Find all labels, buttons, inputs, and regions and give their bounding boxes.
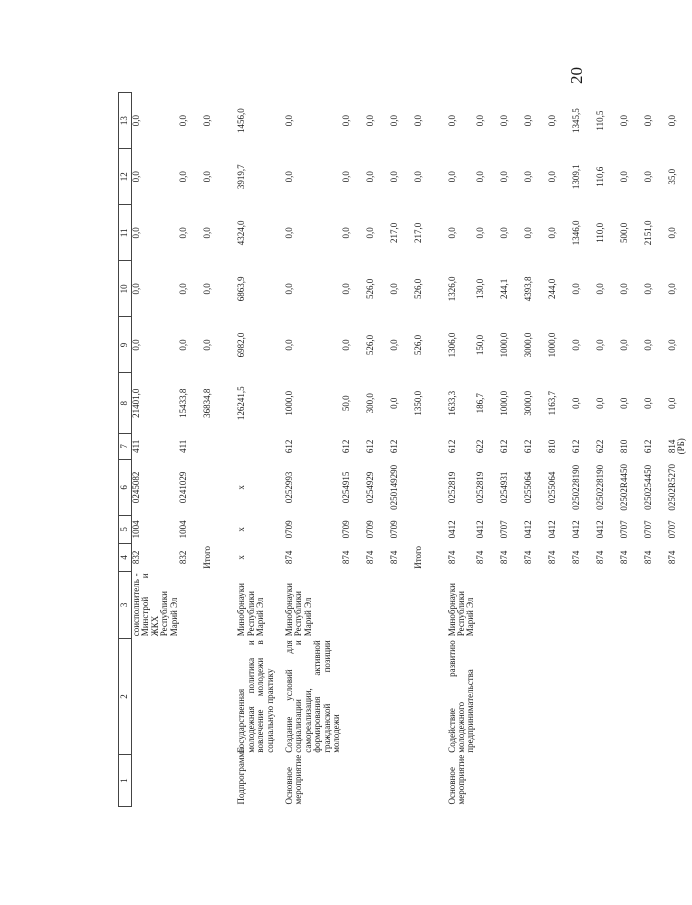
cell-col-13: 0,0 bbox=[283, 114, 294, 127]
cell-col-6: 0250228190 bbox=[594, 464, 605, 510]
cell-col-9: 0,0 bbox=[666, 339, 677, 351]
cell-col-1 bbox=[203, 755, 227, 807]
cell-col-8: 1000,0 bbox=[498, 390, 509, 416]
cell-col-6: 0252819 bbox=[446, 471, 457, 504]
cell-col-2 bbox=[476, 638, 500, 754]
cell-col-8: 1350,0 bbox=[412, 390, 423, 416]
table-row bbox=[414, 93, 438, 807]
cell-col-11: 0,0 bbox=[340, 227, 351, 239]
cell-col-1: Подпрограмма bbox=[236, 747, 247, 805]
cell-col-13: 110,5 bbox=[594, 110, 605, 131]
cell-col-5: х bbox=[236, 527, 247, 532]
cell-col-3 bbox=[668, 571, 692, 638]
cell-col-7: 612 bbox=[642, 439, 653, 454]
cell-col-1 bbox=[414, 755, 438, 807]
column-header-4: 4 bbox=[119, 543, 132, 571]
cell-col-5: 0412 bbox=[474, 520, 485, 539]
cell-col-9: 0,0 bbox=[570, 339, 581, 351]
cell-col-8: 21401,0 bbox=[131, 388, 141, 418]
cell-col-3 bbox=[644, 571, 668, 638]
cell-col-7: 411 bbox=[178, 439, 189, 453]
column-header-12: 12 bbox=[119, 149, 132, 205]
cell-col-4: 874 bbox=[498, 550, 509, 565]
cell-col-1: Основное мероприятие bbox=[283, 754, 304, 805]
cell-col-8: 0,0 bbox=[642, 397, 653, 409]
cell-col-1 bbox=[620, 755, 644, 807]
cell-col-7: 622 bbox=[474, 439, 485, 454]
cell-col-13: 1345,5 bbox=[570, 108, 581, 133]
cell-col-8: 1633,3 bbox=[446, 390, 457, 416]
cell-col-12: 0,0 bbox=[618, 171, 629, 183]
cell-col-2 bbox=[179, 638, 203, 754]
cell-col-4: х bbox=[236, 555, 247, 560]
cell-col-4: Итого bbox=[202, 546, 213, 569]
cell-col-11: 0,0 bbox=[474, 227, 485, 239]
cell-col-9: 150,0 bbox=[474, 334, 485, 356]
cell-col-3 bbox=[342, 571, 366, 638]
table-row bbox=[500, 93, 524, 807]
cell-col-7: 612 bbox=[446, 439, 457, 454]
cell-col-2 bbox=[644, 638, 668, 754]
cell-col-2 bbox=[572, 638, 596, 754]
cell-col-7: 411 bbox=[131, 439, 141, 453]
table-header bbox=[119, 93, 132, 807]
cell-col-2 bbox=[548, 638, 572, 754]
cell-col-5: 1004 bbox=[131, 520, 141, 539]
cell-col-1 bbox=[342, 755, 366, 807]
cell-col-7: 612 bbox=[388, 439, 399, 454]
cell-col-8: 36834,8 bbox=[202, 388, 213, 418]
column-header-7: 7 bbox=[119, 433, 132, 459]
cell-col-2 bbox=[203, 638, 227, 754]
cell-col-2: Содействие развитию молодежного предпринимательства bbox=[446, 640, 476, 753]
cell-col-5: 0707 bbox=[642, 520, 653, 539]
cell-col-10: 0,0 bbox=[131, 283, 141, 295]
cell-col-3: Минобрнауки Республики Марий Эл bbox=[283, 583, 313, 637]
cell-col-11: 0,0 bbox=[364, 227, 375, 239]
cell-col-7 bbox=[203, 433, 227, 459]
table-row bbox=[132, 93, 180, 807]
cell-col-13: 0,0 bbox=[618, 114, 629, 127]
cell-col-6: 0252819 bbox=[474, 471, 485, 504]
cell-col-1 bbox=[572, 755, 596, 807]
cell-col-12: 0,0 bbox=[412, 171, 423, 183]
cell-col-3 bbox=[203, 571, 227, 638]
cell-col-10: 526,0 bbox=[364, 278, 375, 300]
cell-col-6 bbox=[203, 459, 227, 515]
cell-col-10: 244,0 bbox=[546, 278, 557, 300]
table-row bbox=[179, 93, 203, 807]
cell-col-6: 0254931 bbox=[498, 471, 509, 504]
cell-col-4: 874 bbox=[666, 550, 677, 565]
table-row bbox=[668, 93, 692, 807]
cell-col-11: 0,0 bbox=[283, 227, 294, 239]
cell-col-9: 0,0 bbox=[131, 339, 141, 351]
cell-col-9: 0,0 bbox=[618, 339, 629, 351]
cell-col-4: 874 bbox=[446, 550, 457, 565]
cell-col-1 bbox=[179, 755, 203, 807]
cell-col-13: 0,0 bbox=[522, 114, 533, 127]
cell-col-2 bbox=[524, 638, 548, 754]
cell-col-10: 0,0 bbox=[388, 283, 399, 295]
cell-col-9: 1306,0 bbox=[446, 332, 457, 358]
cell-col-5: 0412 bbox=[570, 520, 581, 539]
cell-col-5: 0412 bbox=[594, 520, 605, 539]
cell-col-3: Минобрнауки Республики Марий Эл bbox=[446, 583, 476, 637]
cell-col-8: 0,0 bbox=[618, 397, 629, 409]
cell-col-6: 0255064 bbox=[522, 471, 533, 504]
cell-col-10: 0,0 bbox=[340, 283, 351, 295]
cell-col-11: 0,0 bbox=[202, 227, 213, 239]
cell-col-9: 0,0 bbox=[594, 339, 605, 351]
column-header-2: 2 bbox=[119, 638, 132, 754]
table-row bbox=[476, 93, 500, 807]
page-number: 20 bbox=[567, 67, 586, 84]
cell-col-10: 0,0 bbox=[666, 283, 677, 295]
cell-col-7: 810 bbox=[546, 439, 557, 454]
cell-col-6: 0255064 bbox=[546, 471, 557, 504]
table-row bbox=[237, 93, 275, 807]
table-row bbox=[572, 93, 596, 807]
table-row bbox=[203, 93, 227, 807]
cell-col-5: 0707 bbox=[498, 520, 509, 539]
cell-col-5: 0707 bbox=[618, 520, 629, 539]
cell-col-13: 0,0 bbox=[546, 114, 557, 127]
cell-col-2 bbox=[620, 638, 644, 754]
cell-col-7 bbox=[237, 433, 275, 459]
cell-col-6: 0250254450 bbox=[642, 464, 653, 510]
cell-col-3: Минобрнауки Республики Марий Эл bbox=[236, 583, 266, 637]
cell-col-13: 0,0 bbox=[178, 114, 189, 127]
cell-col-12: 0,0 bbox=[202, 171, 213, 183]
cell-col-2 bbox=[668, 638, 692, 754]
cell-col-12: 0,0 bbox=[446, 171, 457, 183]
cell-col-1 bbox=[500, 755, 524, 807]
cell-col-10: 0,0 bbox=[594, 283, 605, 295]
cell-col-13: 0,0 bbox=[131, 114, 141, 127]
cell-col-9: 0,0 bbox=[202, 339, 213, 351]
table-row bbox=[448, 93, 476, 807]
cell-col-13: 0,0 bbox=[498, 114, 509, 127]
cell-col-2 bbox=[342, 638, 366, 754]
cell-col-11: 4324,0 bbox=[236, 220, 247, 246]
table-row bbox=[285, 93, 342, 807]
cell-col-12: 110,6 bbox=[594, 166, 605, 187]
cell-col-13: 0,0 bbox=[474, 114, 485, 127]
column-header-9: 9 bbox=[119, 317, 132, 373]
cell-col-3 bbox=[366, 571, 390, 638]
cell-col-13: 0,0 bbox=[202, 114, 213, 127]
cell-col-11: 500,0 bbox=[618, 222, 629, 243]
cell-col-12: 0,0 bbox=[283, 171, 294, 183]
budget-table bbox=[118, 92, 692, 807]
cell-col-3 bbox=[476, 571, 500, 638]
cell-col-6: 0250149290 bbox=[388, 464, 399, 510]
cell-col-2: Создание условий для социализации и самореализации, формирования активной гражданской позиции молодежи bbox=[283, 640, 342, 753]
cell-col-12: 35,0 bbox=[666, 168, 677, 185]
cell-col-4: 874 bbox=[522, 550, 533, 565]
cell-col-4: 874 bbox=[474, 550, 485, 565]
cell-col-6: 0250228190 bbox=[570, 464, 581, 510]
cell-col-13: 0,0 bbox=[446, 114, 457, 127]
cell-col-4: 874 bbox=[570, 550, 581, 565]
cell-col-10: 526,0 bbox=[412, 278, 423, 300]
cell-col-10: 0,0 bbox=[178, 283, 189, 295]
cell-col-5: 0412 bbox=[522, 520, 533, 539]
cell-col-5: 0707 bbox=[666, 520, 677, 539]
cell-col-11: 0,0 bbox=[131, 227, 141, 239]
cell-col-3 bbox=[596, 571, 620, 638]
cell-col-13: 0,0 bbox=[364, 114, 375, 127]
cell-col-8: 50,0 bbox=[340, 395, 351, 412]
cell-col-12: 0,0 bbox=[178, 171, 189, 183]
cell-col-8: 0,0 bbox=[666, 397, 677, 409]
cell-col-13: 0,0 bbox=[642, 114, 653, 127]
cell-col-1 bbox=[548, 755, 572, 807]
cell-col-11: 0,0 bbox=[546, 227, 557, 239]
cell-col-12: 0,0 bbox=[642, 171, 653, 183]
cell-col-10: 0,0 bbox=[283, 283, 294, 295]
cell-col-5 bbox=[414, 515, 438, 543]
cell-col-11: 0,0 bbox=[178, 227, 189, 239]
cell-col-4: 874 bbox=[364, 550, 375, 565]
cell-col-5: 0709 bbox=[364, 520, 375, 539]
cell-col-3 bbox=[390, 571, 414, 638]
cell-col-1 bbox=[476, 755, 500, 807]
cell-col-8: 0,0 bbox=[594, 397, 605, 409]
table-row bbox=[596, 93, 620, 807]
cell-col-9: 1000,0 bbox=[498, 332, 509, 358]
column-header-10: 10 bbox=[119, 261, 132, 317]
cell-col-4: 874 bbox=[388, 550, 399, 565]
cell-col-2: Государственная молодежная политика и вовлечение молодежи в социальную практику bbox=[236, 640, 275, 753]
cell-col-9: 0,0 bbox=[283, 339, 294, 351]
cell-col-1 bbox=[390, 755, 414, 807]
table-body bbox=[132, 93, 692, 807]
cell-col-4: 874 bbox=[642, 550, 653, 565]
cell-col-3 bbox=[179, 571, 203, 638]
cell-col-7: 612 bbox=[283, 439, 294, 454]
cell-col-11: 2151,0 bbox=[642, 220, 653, 246]
column-header-3: 3 bbox=[119, 571, 132, 638]
cell-col-8: 0,0 bbox=[388, 397, 399, 409]
cell-col-2 bbox=[414, 638, 438, 754]
cell-col-5: 0412 bbox=[446, 520, 457, 539]
cell-col-6: х bbox=[236, 485, 247, 490]
cell-col-10: 0,0 bbox=[202, 283, 213, 295]
cell-col-4: 874 bbox=[594, 550, 605, 565]
cell-col-5: 1004 bbox=[178, 520, 189, 539]
cell-col-5: 0709 bbox=[340, 520, 351, 539]
table-row bbox=[644, 93, 668, 807]
column-header-11: 11 bbox=[119, 205, 132, 261]
cell-col-7: 814 (РБ) bbox=[666, 438, 687, 455]
cell-col-2 bbox=[132, 638, 180, 754]
cell-col-12: 0,0 bbox=[340, 171, 351, 183]
cell-col-13: 0,0 bbox=[412, 114, 423, 127]
cell-col-7: 612 bbox=[522, 439, 533, 454]
cell-col-12: 0,0 bbox=[474, 171, 485, 183]
cell-col-9: 0,0 bbox=[642, 339, 653, 351]
cell-col-9: 0,0 bbox=[388, 339, 399, 351]
cell-col-13: 0,0 bbox=[340, 114, 351, 127]
cell-col-6: 0254915 bbox=[340, 471, 351, 504]
cell-col-1: Основное мероприятие bbox=[446, 754, 466, 805]
cell-col-8: 1000,0 bbox=[283, 390, 294, 416]
column-header-13: 13 bbox=[119, 93, 132, 149]
cell-col-1 bbox=[132, 755, 180, 807]
cell-col-11: 110,0 bbox=[594, 222, 605, 243]
cell-col-6: 0252993 bbox=[283, 471, 294, 504]
cell-col-7: 612 bbox=[364, 439, 375, 454]
cell-col-11: 0,0 bbox=[446, 227, 457, 239]
cell-col-12: 0,0 bbox=[364, 171, 375, 183]
cell-col-4: 832 bbox=[131, 550, 141, 565]
cell-col-11: 0,0 bbox=[522, 227, 533, 239]
cell-col-8: 186,7 bbox=[474, 393, 485, 414]
cell-col-11: 217,0 bbox=[412, 222, 423, 243]
cell-col-2 bbox=[596, 638, 620, 754]
cell-col-9: 526,0 bbox=[364, 334, 375, 356]
cell-col-5 bbox=[203, 515, 227, 543]
cell-col-12: 0,0 bbox=[388, 171, 399, 183]
cell-col-1 bbox=[644, 755, 668, 807]
column-header-6: 6 bbox=[119, 459, 132, 515]
cell-col-13: 1456,0 bbox=[236, 108, 247, 133]
cell-col-1 bbox=[366, 755, 390, 807]
cell-col-6: 02502R4450 bbox=[618, 464, 629, 511]
cell-col-7: 612 bbox=[498, 439, 509, 454]
cell-col-10: 244,1 bbox=[498, 278, 509, 300]
cell-col-11: 1346,0 bbox=[570, 220, 581, 246]
cell-col-6: 02502R5270 bbox=[666, 464, 677, 511]
table-row bbox=[342, 93, 366, 807]
cell-col-12: 1309,1 bbox=[570, 164, 581, 190]
cell-col-11: 0,0 bbox=[666, 227, 677, 239]
cell-col-10: 0,0 bbox=[618, 283, 629, 295]
column-header-1: 1 bbox=[119, 755, 132, 807]
cell-col-3 bbox=[414, 571, 438, 638]
cell-col-3 bbox=[572, 571, 596, 638]
cell-col-10: 0,0 bbox=[642, 283, 653, 295]
cell-col-9: 0,0 bbox=[340, 339, 351, 351]
cell-col-7: 810 bbox=[618, 439, 629, 454]
cell-col-12: 3919,7 bbox=[236, 164, 247, 190]
cell-col-10: 4393,8 bbox=[522, 276, 533, 302]
cell-col-6: 0245082 bbox=[131, 471, 141, 504]
cell-col-6: 0241029 bbox=[178, 471, 189, 504]
cell-col-7: 612 bbox=[570, 439, 581, 454]
cell-col-8: 3000,0 bbox=[522, 390, 533, 416]
cell-col-2 bbox=[500, 638, 524, 754]
cell-col-9: 6982,0 bbox=[236, 332, 247, 358]
cell-col-4: 874 bbox=[283, 550, 294, 565]
cell-col-8: 0,0 bbox=[570, 397, 581, 409]
cell-col-8: 126241,5 bbox=[236, 386, 247, 421]
cell-col-1 bbox=[668, 755, 692, 807]
column-header-5: 5 bbox=[119, 515, 132, 543]
cell-col-3 bbox=[524, 571, 548, 638]
cell-col-12: 0,0 bbox=[522, 171, 533, 183]
cell-col-10: 1326,0 bbox=[446, 276, 457, 302]
cell-col-1 bbox=[524, 755, 548, 807]
cell-col-6: 0254929 bbox=[364, 471, 375, 504]
cell-col-2 bbox=[390, 638, 414, 754]
cell-col-4: Итого bbox=[412, 546, 423, 569]
cell-col-13: 0,0 bbox=[666, 114, 677, 127]
cell-col-12: 0,0 bbox=[498, 171, 509, 183]
cell-col-3 bbox=[548, 571, 572, 638]
cell-col-4: 874 bbox=[618, 550, 629, 565]
cell-col-9: 1000,0 bbox=[546, 332, 557, 358]
cell-col-6 bbox=[414, 459, 438, 515]
cell-col-11: 0,0 bbox=[498, 227, 509, 239]
cell-col-9: 526,0 bbox=[412, 334, 423, 356]
cell-col-8: 300,0 bbox=[364, 393, 375, 414]
cell-col-10: 130,0 bbox=[474, 278, 485, 300]
table-row bbox=[366, 93, 390, 807]
cell-col-9: 3000,0 bbox=[522, 332, 533, 358]
cell-col-10: 6863,9 bbox=[236, 276, 247, 302]
budget-table-sheet bbox=[118, 92, 687, 807]
table-row bbox=[620, 93, 644, 807]
cell-col-4: 874 bbox=[546, 550, 557, 565]
cell-col-13: 0,0 bbox=[388, 114, 399, 127]
cell-col-12: 0,0 bbox=[546, 171, 557, 183]
cell-col-7: 612 bbox=[340, 439, 351, 454]
cell-col-3: соисполнитель - Минстрой и ЖКХ Республики Марий Эл bbox=[131, 573, 179, 637]
cell-col-8: 1163,7 bbox=[546, 390, 557, 416]
cell-col-2 bbox=[366, 638, 390, 754]
cell-col-5: 0709 bbox=[388, 520, 399, 539]
cell-col-5: 0412 bbox=[546, 520, 557, 539]
cell-col-4: 874 bbox=[340, 550, 351, 565]
cell-col-9: 0,0 bbox=[178, 339, 189, 351]
cell-col-12: 0,0 bbox=[131, 171, 141, 183]
table-row bbox=[390, 93, 414, 807]
cell-col-7 bbox=[414, 433, 438, 459]
cell-col-1 bbox=[596, 755, 620, 807]
cell-col-5: 0709 bbox=[283, 520, 294, 539]
cell-col-7: 622 bbox=[594, 439, 605, 454]
cell-col-11: 217,0 bbox=[388, 222, 399, 243]
cell-col-3 bbox=[620, 571, 644, 638]
column-header-8: 8 bbox=[119, 373, 132, 433]
cell-col-4: 832 bbox=[178, 550, 189, 565]
cell-col-10: 0,0 bbox=[570, 283, 581, 295]
cell-col-8: 15433,8 bbox=[178, 388, 189, 418]
cell-col-3 bbox=[500, 571, 524, 638]
table-row bbox=[524, 93, 548, 807]
table-row bbox=[548, 93, 572, 807]
